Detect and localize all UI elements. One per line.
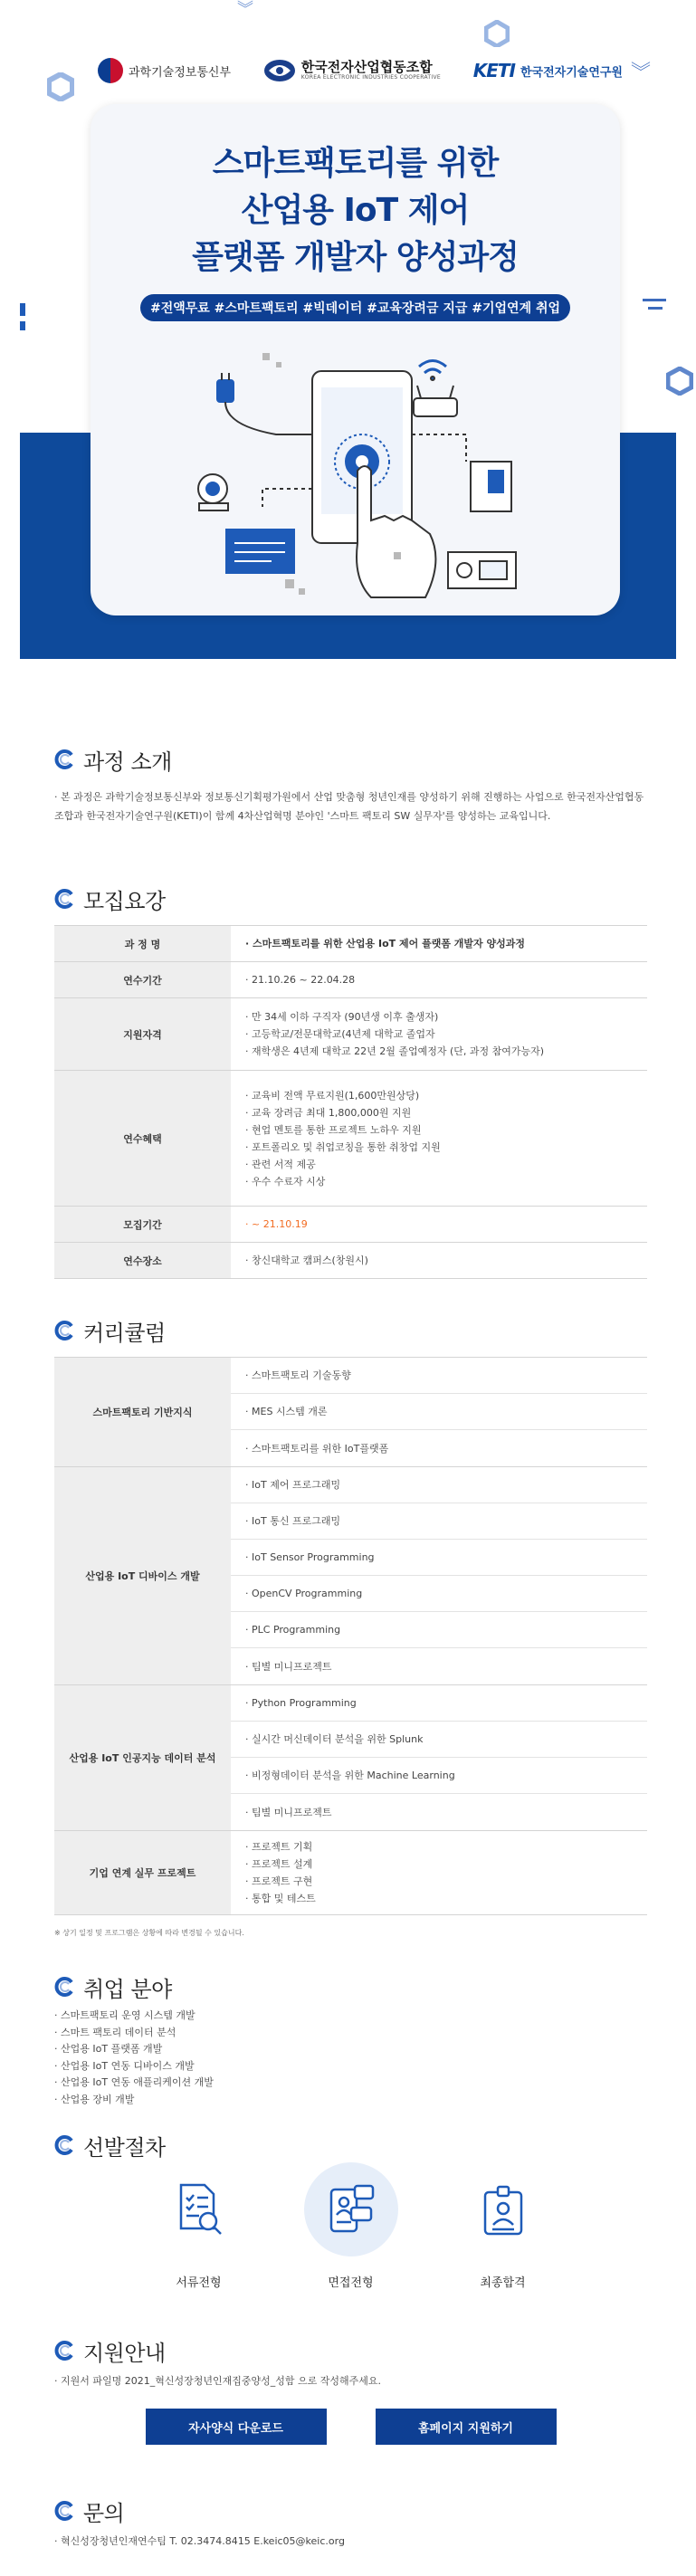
step-label: 면접전형	[328, 2276, 374, 2290]
apply-text: · 지원서 파일명 2021_혁신성장청년인재집중양성_성함 으로 작성해주세요.	[54, 2375, 381, 2387]
id-badge-icon	[478, 2181, 529, 2237]
row-value: · 현업 멘토를 통한 프로젝트 노하우 지원	[245, 1121, 647, 1139]
ring-section-icon	[54, 2500, 76, 2522]
section-title: 과정 소개	[83, 749, 172, 775]
hexagon-icon	[666, 367, 693, 396]
keia-subtitle: KOREA ELECTRONIC INDUSTRIES COOPERATIVE	[300, 74, 441, 81]
row-value: · 21.10.26 ~ 22.04.28	[245, 971, 647, 988]
step-final	[449, 2162, 558, 2290]
section-selection	[54, 2130, 647, 2290]
row-value: · 스마트팩토리를 위한 산업용 IoT 제어 플랫폼 개발자 양성과정	[245, 935, 647, 952]
section-title: 취업 분야	[83, 1976, 172, 2002]
row-label: 연수장소	[54, 1243, 231, 1279]
list-item: · 스마트팩토리 기술동향	[231, 1358, 647, 1394]
ring-section-icon	[54, 2340, 76, 2361]
table-row	[54, 998, 647, 1071]
row-value: · 포트폴리오 및 취업코칭을 통한 취창업 지원	[245, 1139, 647, 1156]
list-item: · PLC Programming	[231, 1612, 647, 1648]
ring-section-icon	[54, 888, 76, 910]
table-row	[54, 1685, 647, 1831]
list-item: · 산업용 IoT 연동 애플리케이션 개발	[54, 2075, 647, 2092]
keia-logo	[263, 58, 441, 83]
section-curriculum	[54, 1315, 647, 1938]
step-label: 최종합격	[480, 2276, 526, 2290]
smart-factory-illustration	[176, 335, 539, 606]
list-item: · 스마트팩토리를 위한 IoT플랫폼	[231, 1430, 647, 1466]
row-value: · 교육비 전액 무료지원(1,600만원상당)	[245, 1087, 647, 1104]
interview-icon	[324, 2180, 378, 2238]
list-item: · 프로젝트 설계	[245, 1858, 313, 1870]
list-item: · Python Programming	[231, 1685, 647, 1722]
hexagon-icon	[484, 20, 510, 47]
group-label: 산업용 IoT 디바이스 개발	[54, 1467, 231, 1685]
msit-logo	[98, 58, 231, 83]
curriculum-table	[54, 1357, 647, 1915]
row-value: · 재학생은 4년제 대학교 22년 2월 졸업예정자 (단, 과정 참여가능자)	[245, 1043, 647, 1060]
section-title: 지원안내	[83, 2340, 166, 2366]
row-label: 과 정 명	[54, 926, 231, 962]
table-row	[54, 1358, 647, 1467]
list-item: · 프로젝트 기획	[245, 1841, 313, 1853]
hashtag-bar: #전액무료 #스마트팩토리 #빅데이터 #교육장려금 지급 #기업연계 취업	[140, 294, 570, 321]
section-apply	[54, 2335, 647, 2445]
table-row	[54, 1243, 647, 1279]
row-label: 지원자격	[54, 998, 231, 1071]
table-row	[54, 1831, 647, 1915]
section-title: 선발절차	[83, 2134, 166, 2161]
row-label: 연수혜택	[54, 1071, 231, 1207]
list-item: · 팀별 미니프로젝트	[231, 1794, 647, 1830]
step-label: 서류전형	[176, 2276, 222, 2290]
ring-section-icon	[54, 1976, 76, 1998]
list-item: · 산업용 IoT 연동 디바이스 개발	[54, 2058, 647, 2075]
row-label: 연수기간	[54, 962, 231, 998]
keti-logo	[473, 60, 623, 81]
decorative-dashes	[20, 303, 31, 336]
row-value: · ~ 21.10.19	[245, 1216, 647, 1233]
row-value: · 고등학교/전문대학교(4년제 대학교 졸업자	[245, 1026, 647, 1043]
table-row	[54, 1071, 647, 1207]
list-item: · 산업용 IoT 플랫폼 개발	[54, 2041, 647, 2058]
row-value: · 창신대학교 캠퍼스(창원시)	[245, 1252, 647, 1269]
download-form-button[interactable]: 자사양식 다운로드	[146, 2409, 327, 2445]
section-title: 커리큘럼	[83, 1320, 166, 1346]
row-value: · 우수 수료자 시상	[245, 1173, 647, 1190]
document-review-icon	[174, 2181, 224, 2237]
list-item: · IoT 제어 프로그래밍	[231, 1467, 647, 1503]
table-row	[54, 962, 647, 998]
selection-steps	[54, 2162, 647, 2290]
table-row	[54, 1207, 647, 1243]
section-contact	[54, 2495, 647, 2551]
recruit-table	[54, 925, 647, 1279]
section-recruit	[54, 883, 647, 1279]
keti-wordmark: KETI	[472, 60, 515, 81]
apply-buttons	[54, 2409, 647, 2445]
section-title: 모집요강	[83, 888, 166, 914]
hero-title-line: 산업용 IoT 제어	[241, 192, 470, 229]
step-interview	[297, 2162, 405, 2290]
hero-card	[91, 104, 620, 615]
section-title: 문의	[83, 2500, 125, 2526]
table-row	[54, 1467, 647, 1685]
chevron-down-icon: ︾	[631, 62, 652, 84]
row-value: · 관련 서적 제공	[245, 1156, 647, 1173]
hero-title-line: 플랫폼 개발자 양성과정	[192, 239, 519, 276]
msit-name: 과학기술정보통신부	[129, 65, 232, 80]
list-item: · IoT 통신 프로그래밍	[231, 1503, 647, 1540]
homepage-apply-button[interactable]: 홈페이지 지원하기	[376, 2409, 557, 2445]
list-item: · 스마트팩토리 운영 시스템 개발	[54, 2008, 647, 2025]
list-item: · 스마트 팩토리 데이터 분석	[54, 2025, 647, 2042]
hexagon-icon	[47, 72, 74, 101]
keti-name: 한국전자기술연구원	[520, 65, 623, 80]
intro-text: · 본 과정은 과학기술정보통신부와 정보통신기획평가원에서 산업 맞춤형 청년인재를 양성하기 위해 진행하는 사업으로 한국전자산업협동조합과 한국전자기술연구원(KETI)이 함께 4차산업혁명 분야인 '스마트 팩토리 SW 실무자'를 양성하는 교육입니다.	[54, 791, 644, 822]
list-item: · 비정형데이터 분석을 위한 Machine Learning	[231, 1758, 647, 1794]
ring-section-icon	[54, 2134, 76, 2156]
hero-title-line: 스마트팩토리를 위한	[212, 145, 499, 182]
group-label: 스마트팩토리 기반지식	[54, 1358, 231, 1467]
ring-section-icon	[54, 749, 76, 770]
partner-logos	[98, 54, 623, 87]
list-item: · 산업용 장비 개발	[54, 2092, 647, 2109]
list-item: · 실시간 머신데이터 분석을 위한 Splunk	[231, 1722, 647, 1758]
list-item: · IoT Sensor Programming	[231, 1540, 647, 1576]
row-label: 모집기간	[54, 1207, 231, 1243]
list-item: · OpenCV Programming	[231, 1576, 647, 1612]
table-row	[54, 926, 647, 962]
keia-name: 한국전자산업협동조합	[300, 59, 433, 75]
step-document	[145, 2162, 253, 2290]
group-label: 산업용 IoT 인공지능 데이터 분석	[54, 1685, 231, 1831]
row-value: · 교육 장려금 최대 1,800,000원 지원	[245, 1104, 647, 1121]
section-intro	[54, 744, 647, 825]
hero-title	[91, 140, 620, 281]
hero-banner	[0, 0, 696, 697]
list-item: · MES 시스템 개론	[231, 1394, 647, 1430]
contact-text: · 혁신성장청년인재연수팀 T. 02.3474.8415 E.keic05@keic.org	[54, 2535, 345, 2547]
list-item: · 프로젝트 구현	[245, 1875, 313, 1887]
curriculum-note: ※ 상기 일정 및 프로그램은 상황에 따라 변경될 수 있습니다.	[54, 1929, 244, 1937]
jobs-list	[54, 2008, 647, 2108]
taegeuk-emblem-icon	[98, 58, 123, 83]
row-value: · 만 34세 이하 구직자 (90년생 이후 출생자)	[245, 1008, 647, 1026]
decorative-lines	[643, 299, 666, 310]
group-label: 기업 연계 실무 프로젝트	[54, 1831, 231, 1915]
chevron-down-icon: ︾	[237, 0, 253, 19]
keia-emblem-icon	[263, 58, 296, 83]
ring-section-icon	[54, 1320, 76, 1341]
list-item: · 팀별 미니프로젝트	[231, 1648, 647, 1684]
section-jobs	[54, 1971, 647, 2108]
list-item: · 통합 및 테스트	[245, 1893, 316, 1904]
